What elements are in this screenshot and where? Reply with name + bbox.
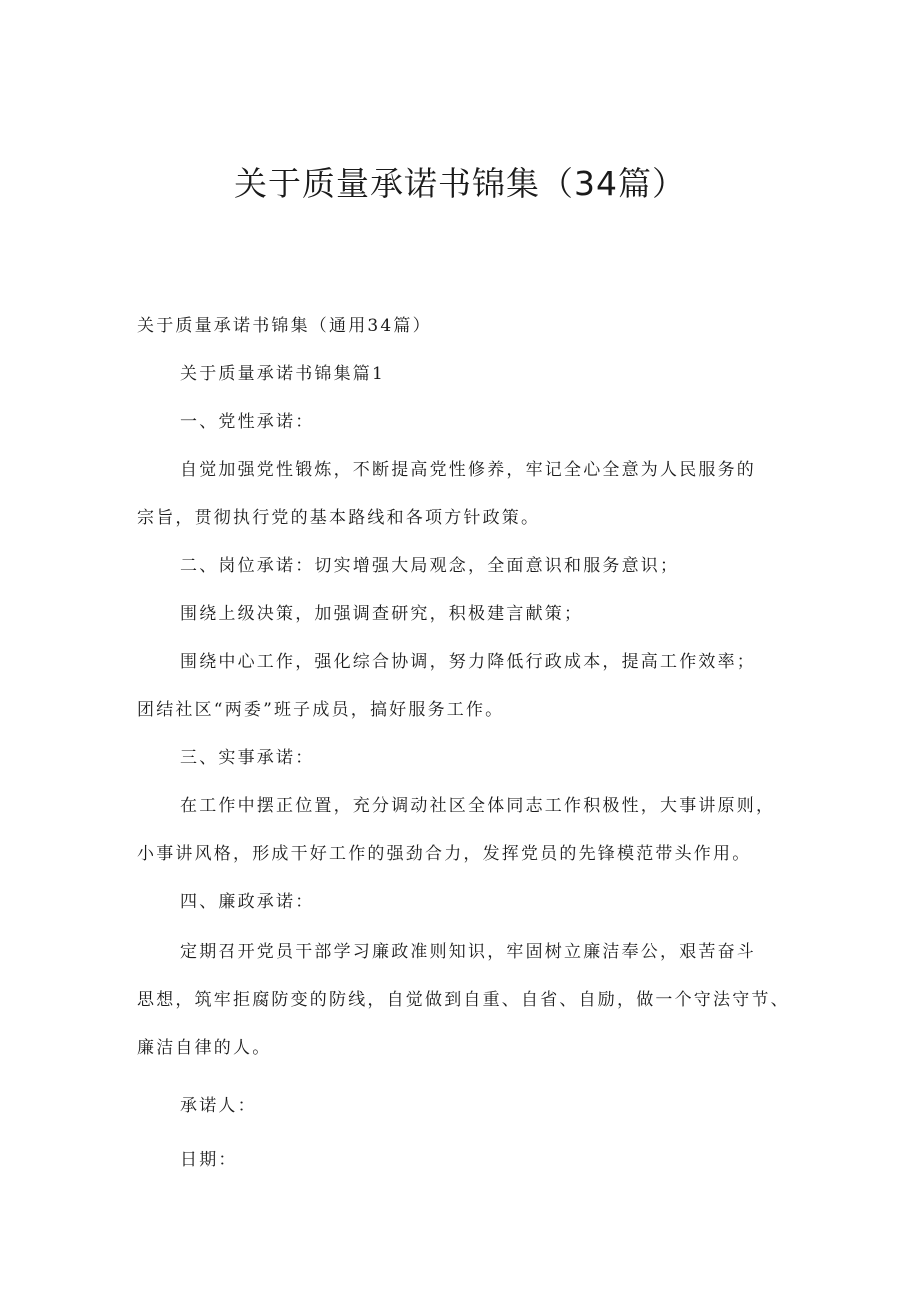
paragraph-line: 在工作中摆正位置，充分调动社区全体同志工作积极性，大事讲原则， [180,796,776,816]
paragraph-line: 围绕上级决策，加强调查研究，积极建言献策； [180,604,584,624]
paragraph-line: 小事讲风格，形成干好工作的强劲合力，发挥党员的先锋模范带头作用。 [137,844,752,864]
paragraph-line: 宗旨，贯彻执行党的基本路线和各项方针政策。 [137,508,541,528]
paragraph-line: 定期召开党员干部学习廉政准则知识，牢固树立廉洁奉公，艰苦奋斗 [180,942,756,962]
paragraph-line: 思想，筑牢拒腐防变的防线，自觉做到自重、自省、自励，做一个守法守节、 [137,990,790,1010]
paragraph-line: 二、岗位承诺：切实增强大局观念，全面意识和服务意识； [180,556,680,576]
section-heading: 关于质量承诺书锦集篇1 [180,364,386,384]
paragraph-heading: 一、党性承诺： [180,412,315,432]
date-label: 日期： [180,1150,238,1170]
document-title: 关于质量承诺书锦集（34篇） [234,164,686,203]
paragraph-line: 团结社区“两委”班子成员，搞好服务工作。 [137,700,505,720]
signature-label: 承诺人： [180,1096,257,1116]
paragraph-line: 廉洁自律的人。 [137,1038,272,1058]
paragraph-line: 围绕中心工作，强化综合协调，努力降低行政成本，提高工作效率； [180,652,756,672]
paragraph-line: 自觉加强党性锻炼，不断提高党性修养，牢记全心全意为人民服务的 [180,460,756,480]
paragraph-heading: 四、廉政承诺： [180,892,315,912]
paragraph-heading: 三、实事承诺： [180,748,315,768]
document-subtitle: 关于质量承诺书锦集（通用34篇） [137,316,432,336]
